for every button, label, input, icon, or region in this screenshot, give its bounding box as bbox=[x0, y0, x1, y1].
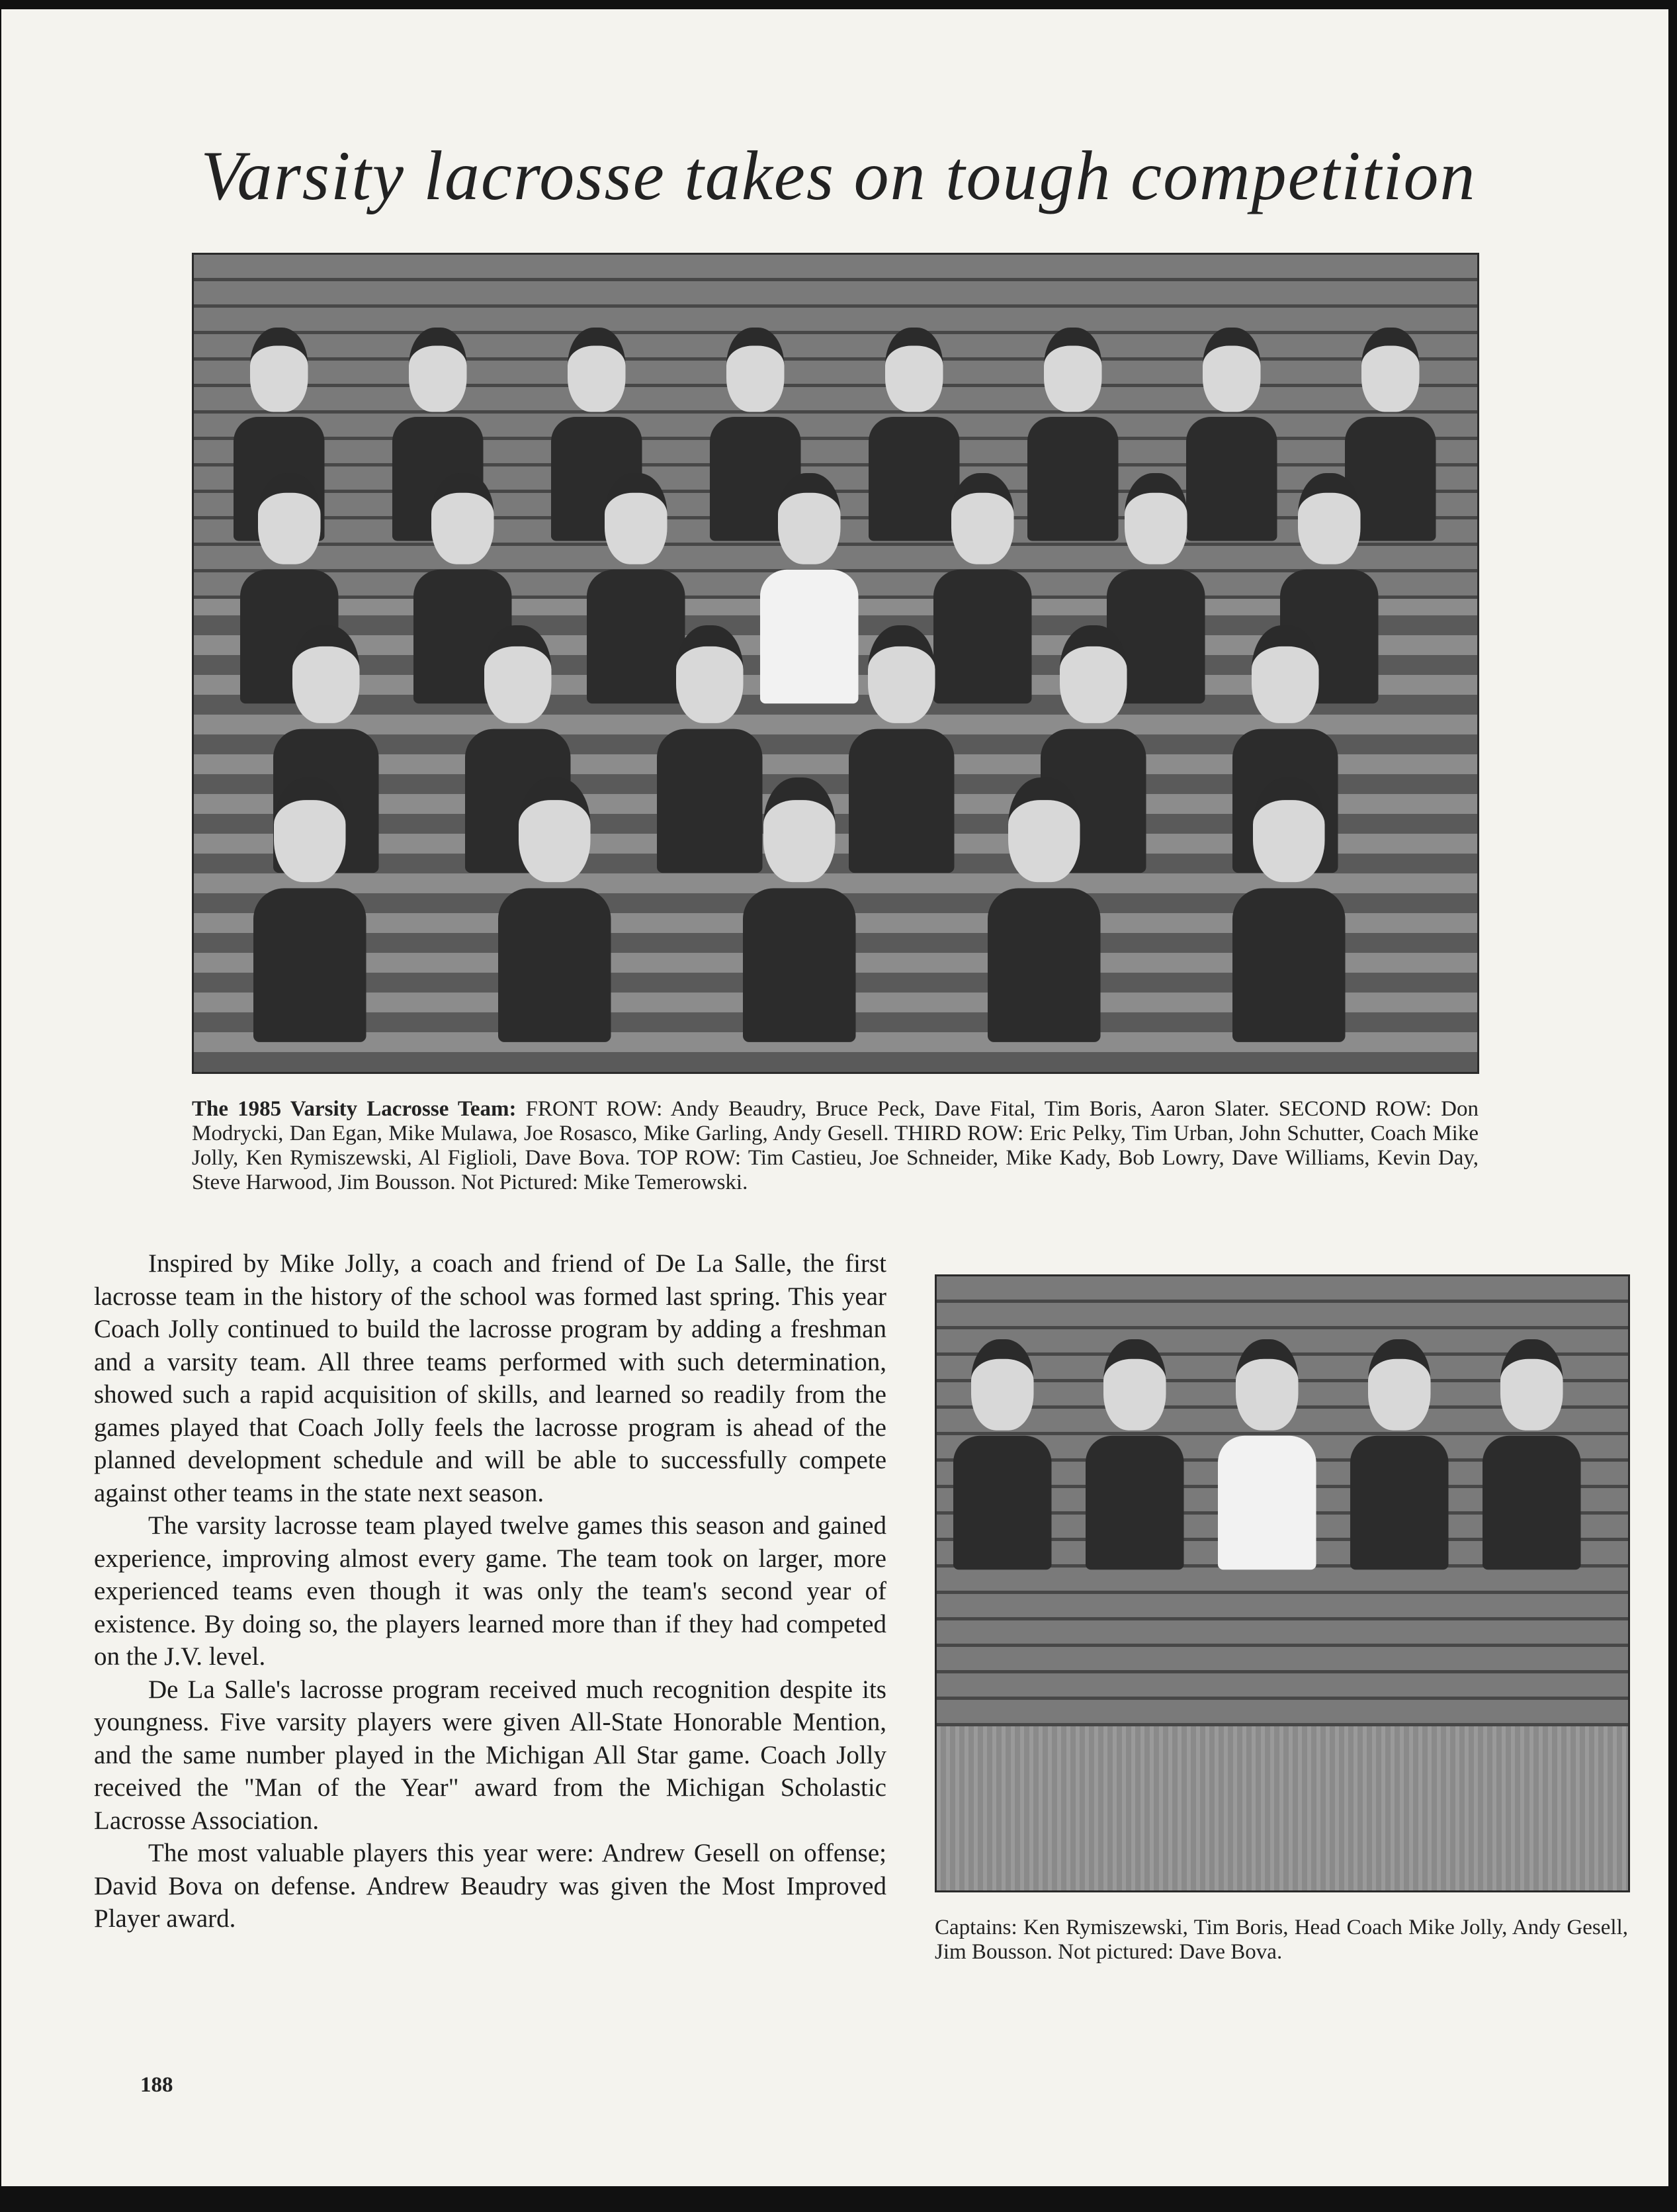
team-photo bbox=[192, 253, 1479, 1074]
article-paragraph-2: The varsity lacrosse team played twelve games this season and gained experience, improving almost every game. The team took on larger, more experienced teams even though it was only the team's second year of existence. By doing so, the players learned more than if they had competed on the J.V. level. bbox=[94, 1511, 886, 1671]
player-figure bbox=[1232, 777, 1346, 1042]
player-figure bbox=[760, 473, 859, 703]
player-figure bbox=[1350, 1339, 1449, 1570]
player-figure bbox=[743, 777, 856, 1042]
player-figure bbox=[498, 777, 611, 1042]
captains-photo-caption: Captains: Ken Rymiszewski, Tim Boris, Head Coach Mike Jolly, Andy Gesell, Jim Bousson. Not pictured: Dave Bova. bbox=[935, 1916, 1628, 1964]
player-figure bbox=[953, 1339, 1052, 1570]
player-figure bbox=[849, 625, 955, 873]
player-figure bbox=[988, 777, 1101, 1042]
player-figure bbox=[1218, 1339, 1316, 1570]
article-paragraph-1: Inspired by Mike Jolly, a coach and friend of De La Salle, the first lacrosse team in the history of the school was formed last spring. This year Coach Jolly continued to build the lacrosse program by adding a freshman and a varsity team. All three teams performed with such determination, showed such a rapid acquisition of skills, and learned so readily from the games played that Coach Jolly feels the lacrosse program is ahead of the planned development schedule and will be able to successfully compete against other teams in the state next season. bbox=[94, 1249, 886, 1507]
team-photo-caption bbox=[192, 1097, 1479, 1195]
team-photo-caption-lead: The 1985 Varsity Lacrosse Team: bbox=[192, 1097, 517, 1121]
article-paragraph-3: De La Salle's lacrosse program received much recognition despite its youngness. Five varsity players were given All-State Honorable Mention, and the same number played in the Michigan All Star game. Coach Jolly received the "Man of the Year" award from the Michigan Scholastic Lacrosse Association. bbox=[94, 1675, 886, 1835]
team-photo-caption-text: FRONT ROW: Andy Beaudry, Bruce Peck, Dave Fital, Tim Boris, Aaron Slater. SECOND ROW: Don Modrycki, Dan Egan, Mike Mulawa, Joe Rosasco, Mike Garling, Andy Gesell. THIRD ROW: Eric Pelky, Tim Urban, John Schutter, Coach Mike Jolly, Ken Rymiszewski, Al Figlioli, Dave Bova. TOP ROW: Tim Castieu, Joe Schneider, Mike Kady, Bob Lowry, Dave Williams, Kevin Day, Steve Harwood, Jim Bousson. Not Pictured: Mike Temerowski. bbox=[192, 1097, 1479, 1194]
captains-photo bbox=[935, 1274, 1630, 1892]
player-figure bbox=[1086, 1339, 1184, 1570]
article-paragraph-4: The most valuable players this year were: Andrew Gesell on offense; David Bova on defense. Andrew Beaudry was given the Most Improved Player award. bbox=[94, 1839, 886, 1933]
player-figure bbox=[253, 777, 366, 1042]
page-number: 188 bbox=[140, 2073, 173, 2097]
player-figure bbox=[1483, 1339, 1581, 1570]
player-figure bbox=[1027, 328, 1119, 541]
article-body bbox=[94, 1247, 886, 1935]
page-title: Varsity lacrosse takes on tough competition bbox=[200, 137, 1477, 214]
